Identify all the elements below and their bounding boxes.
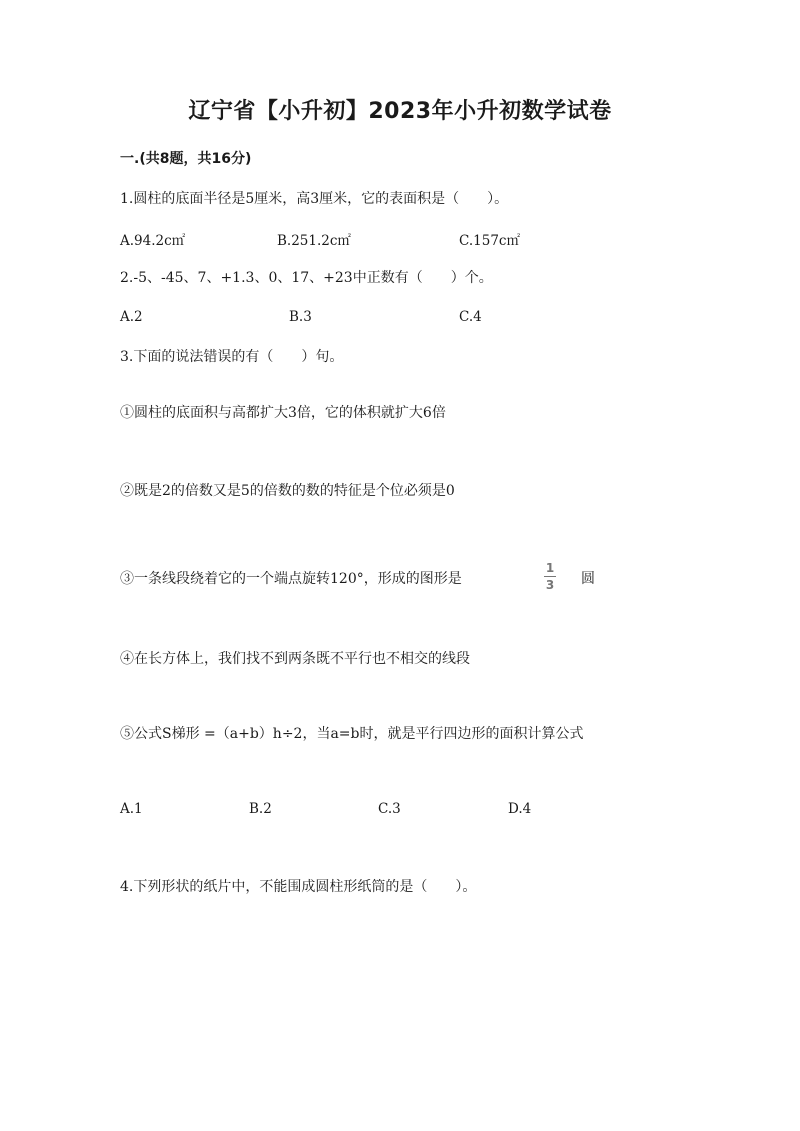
question-3-statement-2: ②既是2的倍数又是5的倍数的数的特征是个位必须是0: [120, 483, 455, 499]
question-2-text: 2.-5、-45、7、+1.3、0、17、+23中正数有（ ）个。: [120, 270, 493, 286]
question-3-option-a: A.1: [120, 801, 143, 817]
question-3-statement-4: ④在长方体上，我们找不到两条既不平行也不相交的线段: [120, 651, 470, 667]
fraction-numerator: 1: [545, 561, 555, 575]
question-3-option-b: B.2: [249, 801, 272, 817]
question-4-text: 4.下列形状的纸片中，不能围成圆柱形纸筒的是（ ）。: [120, 879, 477, 895]
section-heading: 一.(共8题，共16分): [120, 151, 252, 167]
question-1-option-a: A.94.2c㎡: [120, 233, 186, 249]
question-2-option-b: B.3: [289, 309, 312, 325]
question-3-statement-5: ⑤公式S梯形 =（a+b）h÷2，当a=b时，就是平行四边形的面积计算公式: [120, 726, 584, 742]
question-3-option-c: C.3: [378, 801, 401, 817]
question-1-option-b: B.251.2c㎡: [277, 233, 351, 249]
question-3-statement-1: ①圆柱的底面积与高都扩大3倍，它的体积就扩大6倍: [120, 405, 446, 421]
question-3-statement-3: ③一条线段绕着它的一个端点旋转120°，形成的图形是: [120, 571, 462, 587]
question-2-option-c: C.4: [459, 309, 482, 325]
fraction-denominator: 3: [545, 578, 555, 592]
question-3-text: 3.下面的说法错误的有（ ）句。: [120, 349, 344, 365]
question-1-text: 1.圆柱的底面半径是5厘米，高3厘米，它的表面积是（ ）。: [120, 191, 509, 207]
question-1-option-c: C.157c㎡: [459, 233, 520, 249]
question-3-option-d: D.4: [508, 801, 532, 817]
fraction-bar: [544, 576, 556, 577]
question-2-option-a: A.2: [120, 309, 143, 325]
page-title: 辽宁省【小升初】2023年小升初数学试卷: [188, 99, 612, 124]
one-third-fraction: [542, 561, 558, 592]
question-3-statement-3-tail: 圆: [581, 571, 595, 587]
